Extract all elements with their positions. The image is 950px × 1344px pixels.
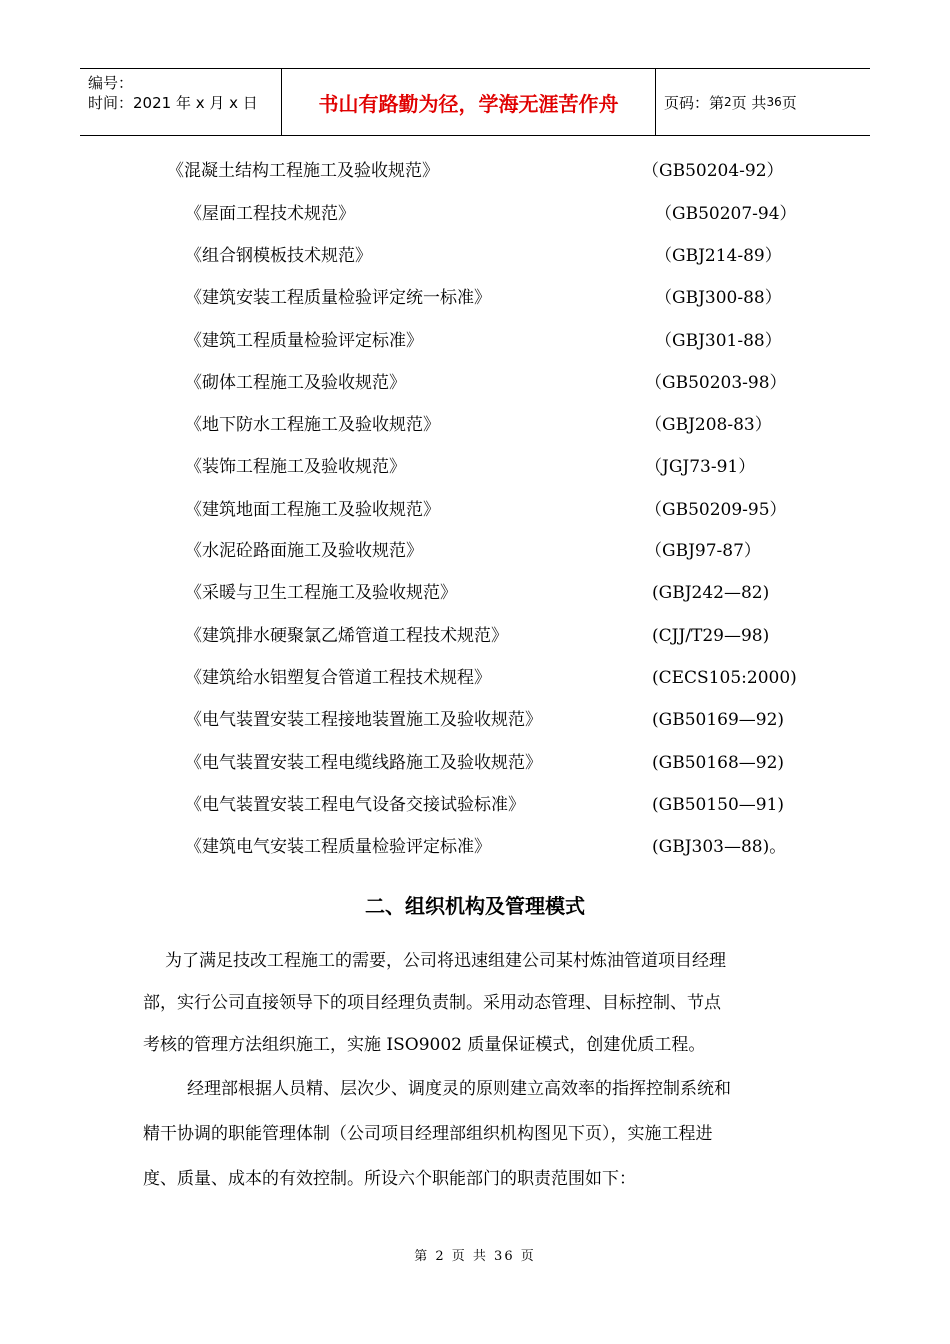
standard-title: 《地下防水工程施工及验收规范》 [185, 415, 440, 435]
page-mid: 页 共 [731, 93, 767, 112]
standard-title: 《建筑给水铝塑复合管道工程技术规程》 [185, 668, 491, 688]
section-heading: 二、组织机构及管理模式 [365, 894, 585, 918]
standard-row [0, 244, 950, 268]
standard-row [0, 498, 950, 522]
page-current: 2 [724, 95, 732, 109]
standard-title: 《建筑电气安装工程质量检验评定标准》 [185, 837, 491, 857]
standard-row [0, 286, 950, 310]
standard-code: （JGJ73-91） [645, 457, 756, 477]
standard-code: (GB50168—92) [652, 753, 785, 773]
standard-code: （GB50204-92） [642, 161, 784, 181]
standard-row [0, 413, 950, 437]
header-meta [88, 73, 280, 113]
page-suffix: 页 [781, 93, 797, 112]
standard-code: （GBJ214-89） [655, 246, 782, 266]
header-motto: 书山有路勤为径，学海无涯苦作舟 [318, 91, 619, 116]
paragraph-line: 考核的管理方法组织施工，实施 ISO9002 质量保证模式，创建优质工程。 [143, 1035, 706, 1055]
standard-row [0, 371, 950, 395]
standard-title: 《采暖与卫生工程施工及验收规范》 [185, 583, 457, 603]
standard-code: （GBJ97-87） [645, 541, 761, 561]
standard-row [0, 159, 950, 183]
standard-title: 《组合钢模板技术规范》 [185, 246, 372, 266]
serial-label: 编号： [88, 74, 134, 92]
standard-code: （GB50207-94） [655, 204, 797, 224]
standard-title: 《屋面工程技术规范》 [185, 204, 355, 224]
standard-title: 《装饰工程施工及验收规范》 [185, 457, 406, 477]
standard-code: （GBJ208-83） [645, 415, 772, 435]
page-header [80, 68, 870, 136]
standard-row [0, 751, 950, 775]
standard-row [0, 793, 950, 817]
standard-title: 《水泥砼路面施工及验收规范》 [185, 541, 423, 561]
header-page-number [664, 69, 797, 135]
paragraph-line: 部，实行公司直接领导下的项目经理负责制。采用动态管理、目标控制、节点 [143, 993, 721, 1013]
standard-title: 《砌体工程施工及验收规范》 [185, 373, 406, 393]
standard-title: 《建筑安装工程质量检验评定统一标准》 [185, 288, 491, 308]
paragraph-line: 为了满足技改工程施工的需要，公司将迅速组建公司某村炼油管道项目经理 [165, 951, 726, 971]
standard-row [0, 835, 950, 859]
standard-code: (CJJ/T29—98) [652, 626, 770, 646]
standard-row [0, 624, 950, 648]
standard-code: (GBJ242—82) [652, 583, 770, 603]
paragraph-line: 经理部根据人员精、层次少、调度灵的原则建立高效率的指挥控制系统和 [187, 1079, 731, 1099]
standard-code: （GB50209-95） [645, 500, 787, 520]
standard-row [0, 539, 950, 563]
standard-row [0, 708, 950, 732]
standard-title: 《建筑地面工程施工及验收规范》 [185, 500, 440, 520]
standard-row [0, 666, 950, 690]
standard-code: （GBJ301-88） [655, 331, 782, 351]
standard-code: (GB50150—91) [652, 795, 785, 815]
paragraph-line: 精干协调的职能管理体制（公司项目经理部组织机构图见下页），实施工程进 [143, 1124, 713, 1144]
standard-title: 《电气装置安装工程接地装置施工及验收规范》 [185, 710, 542, 730]
standard-row [0, 202, 950, 226]
page-footer: 第 2 页 共 36 页 [414, 1249, 536, 1264]
time-label: 时间：2021 年 x 月 x 日 [88, 94, 258, 112]
standard-title: 《混凝土结构工程施工及验收规范》 [167, 161, 439, 181]
header-divider [655, 69, 656, 135]
standard-title: 《电气装置安装工程电气设备交接试验标准》 [185, 795, 525, 815]
page-total: 36 [766, 95, 782, 109]
standard-row [0, 581, 950, 605]
paragraph-line: 度、质量、成本的有效控制。所设六个职能部门的职责范围如下： [143, 1169, 636, 1189]
standard-title: 《电气装置安装工程电缆线路施工及验收规范》 [185, 753, 542, 773]
standard-code: （GB50203-98） [645, 373, 787, 393]
standard-code: (GBJ303—88)。 [652, 837, 787, 857]
standard-title: 《建筑工程质量检验评定标准》 [185, 331, 423, 351]
standard-code: （GBJ300-88） [655, 288, 782, 308]
standard-row [0, 455, 950, 479]
standard-code: (CECS105:2000) [652, 668, 797, 688]
standard-code: (GB50169—92) [652, 710, 785, 730]
page-prefix: 页码：第 [664, 93, 725, 112]
standard-title: 《建筑排水硬聚氯乙烯管道工程技术规范》 [185, 626, 508, 646]
standard-row [0, 329, 950, 353]
